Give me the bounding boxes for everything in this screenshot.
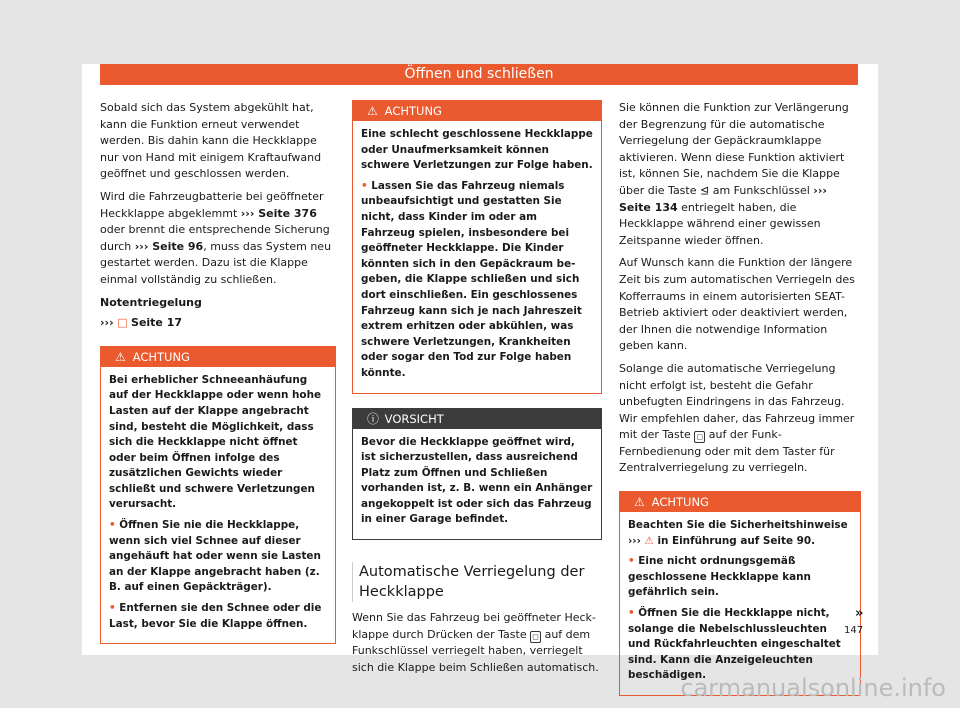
paragraph: Wenn Sie das Fahrzeug bei geöffneter Heckklappe durch Drücken der Taste ▢ auf dem Funkschlüssel verriegelt haben, verriegelt sich die Klappe beim Schließen automatisch. [352, 611, 599, 674]
warning-text: Beachten Sie die Sicherheitshinweise ››› ⚠ in Einführung auf Seite 90. [628, 519, 848, 547]
reference-line[interactable]: ››› □ Seite 17 [100, 316, 183, 330]
warning-bullet: • Eine nicht ordnungsgemäß geschlossene Heckklappe kann gefährlich sein. [628, 555, 811, 599]
page-reference[interactable]: ››› Seite 376 [240, 206, 317, 220]
warning-bullet: • Öffnen Sie die Heckklappe nicht, solange die Nebelschlussleuchten und Rückfahrleuchten eingeschaltet sind. Kann die Anzeigeleuchten beschädigen. [628, 607, 841, 682]
warning-header: ⚠ ACHTUNG [620, 492, 860, 512]
lock-key-icon: ▢ [530, 631, 541, 643]
paragraph: Wird die Fahrzeugbatterie bei geöffneter Heckklappe abgeklemmt ››› Seite 376 oder brennt die entsprechende Sicherung durch ››› Seite 96, muss das System neu gestartet werden. Dazu ist die Klappe einmal vollständig zu schließen. [100, 189, 332, 286]
continue-marker: » [855, 606, 864, 621]
warning-text: Bei erheblicher Schneeanhäufung auf der Heckklappe oder wenn hohe Lasten auf der Klappe angebracht sind, besteht die Möglichkeit, dass sich die Heckklappe nicht öffnet oder beim Öffnen infolge des zusätzlichen Gewichts wieder schließt und schwere Verletzungen verursacht. [109, 373, 322, 511]
warning-bullet: • Lassen Sie das Fahrzeug niemals unbeaufsichtigt und gestatten Sie nicht, dass Kinder im oder am Fahrzeug spielen, insbesondere bei geöffneter Heckklappe. Die Kinder könnten sich in den Gepäckraum begeben, die Klappe schließen und sich dort einschließen. Ein geschlossenes Fahrzeug kann sich je nach Jahreszeit extrem erhitzen oder abkühlen, was schwere Verletzungen, Krankheiten oder sogar den Tod zur Folge haben könnte. [361, 179, 582, 379]
lock-key-icon: ▢ [694, 431, 705, 443]
caution-text: Bevor die Heckklappe geöffnet wird, ist sicherzustellen, dass ausreichend Platz zum Öffnen und Schließen vorhanden ist, z. B. wenn ein Anhänger angekoppelt ist oder sich das Fahrzeug in einer Garage befindet. [361, 435, 593, 526]
page-reference[interactable]: ››› Seite 134 [619, 183, 827, 214]
page-number: 147 [844, 625, 864, 636]
column-3 [619, 100, 864, 706]
page-title: Öffnen und schließen [100, 64, 858, 85]
warning-box [100, 346, 336, 645]
warning-bullet: • Entfernen sie den Schnee oder die Last, bevor Sie die Klappe öffnen. [109, 602, 322, 630]
warning-header: ⚠ ACHTUNG [353, 101, 601, 121]
warning-icon: ⚠ [644, 534, 654, 547]
column-2 [352, 100, 602, 682]
watermark: carmanualsonline.info [680, 674, 946, 702]
warning-text: Eine schlecht geschlossene Heckklappe oder Unaufmerksamkeit können schwere Verletzungen zur Folge haben. [361, 128, 593, 172]
warning-header: ⚠ ACHTUNG [101, 347, 335, 367]
info-icon: ⓘ [367, 411, 380, 426]
paragraph: Sobald sich das System abgekühlt hat, kann die Funktion erneut verwendet werden. Bis dahin kann die Heckklappe nur von Hand mit einigem Kraftaufwand geöffnet und geschlossen werden. [100, 101, 322, 181]
section-title: Automatische Verriegelung der Heckklappe [352, 562, 602, 602]
caution-box [352, 408, 602, 541]
warning-icon: ⚠ [115, 349, 126, 364]
paragraph: Solange die automatische Verriegelung nicht erfolgt ist, besteht die Gefahr unbefugten Eindringens in das Fahrzeug. Wir empfehlen daher, das Fahrzeug immer mit der Taste ▢ auf der Funk-Fernbedienung oder mit dem Taster für Zentralverriegelung zu verriegeln. [619, 361, 855, 475]
warning-bullet: • Öffnen Sie nie die Heckklappe, wenn sich viel Schnee auf dieser angehäuft hat oder wenn sie Lasten an der Klappe angebracht haben (z. B. auf einen Gepäckträger). [109, 519, 321, 594]
caution-header: ⓘ VORSICHT [353, 409, 601, 429]
car-icon: ⊴ [700, 183, 710, 197]
page-reference[interactable]: ››› Seite 96 [134, 239, 204, 253]
manual-page [82, 64, 878, 682]
paragraph: Auf Wunsch kann die Funktion der längere Zeit bis zum automatischen Verriegeln des Kofferraums in einem autorisierten SEAT-Betrieb aktiviert oder deaktiviert werden, der Ihnen die notwendige Information geben kann. [619, 256, 855, 353]
warning-box [352, 100, 602, 394]
paragraph: Sie können die Funktion zur Verlängerung der Begrenzung für die automatische Verriegelung der Gepäckraumklappe aktivieren. Wenn diese Funktion aktiviert ist, können Sie, nachdem Sie die Klappe über die Taste ⊴ am Funkschlüssel ››› Seite 134 entriegelt haben, die Heckklappe während einer gewissen Zeitspanne wieder öffnen. [619, 101, 849, 247]
subheading: Notentriegelung [100, 295, 202, 309]
warning-icon: ⚠ [367, 104, 378, 118]
warning-box [619, 491, 864, 696]
book-icon: □ [117, 316, 128, 330]
column-1 [100, 100, 336, 654]
warning-icon: ⚠ [634, 495, 645, 510]
